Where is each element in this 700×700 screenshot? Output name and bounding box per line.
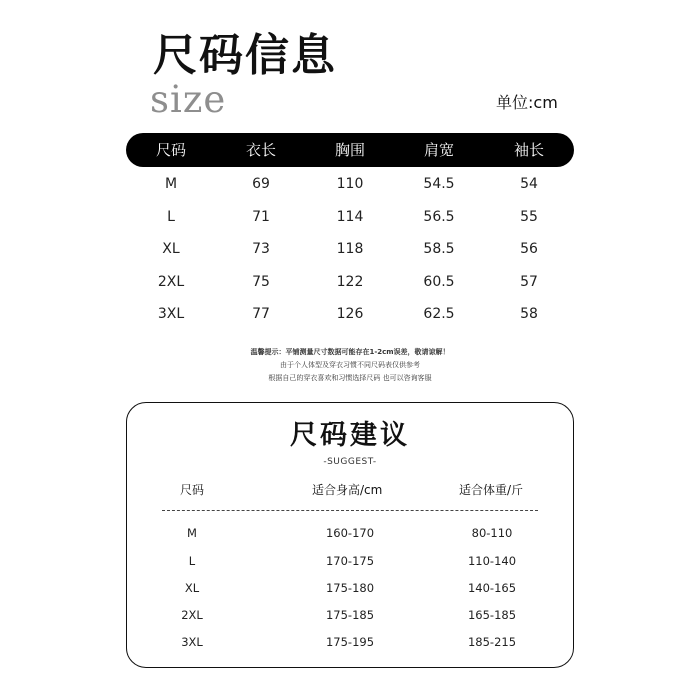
advice-note: 根据自己的穿衣喜欢和习惯选择尺码 也可以咨询客服 bbox=[268, 374, 432, 382]
size-cell: 2XL bbox=[157, 274, 185, 290]
suggestion-title: 尺码建议 bbox=[290, 420, 410, 451]
page-title: 尺码信息 bbox=[153, 30, 337, 81]
suggest-height-header: 适合身高/cm bbox=[312, 483, 383, 497]
chest-cell: 122 bbox=[336, 274, 364, 290]
sleeve-cell: 54 bbox=[520, 176, 538, 192]
size-cell: M bbox=[164, 176, 178, 192]
sleeve-cell: 58 bbox=[520, 306, 538, 322]
chest-cell: 110 bbox=[336, 176, 364, 192]
size-header-cell: 尺码 bbox=[155, 141, 186, 159]
suggest-size-cell: 3XL bbox=[181, 635, 203, 649]
suggest-weight-cell: 80-110 bbox=[471, 526, 513, 540]
suggestion-row bbox=[126, 580, 572, 596]
suggest-size-cell: L bbox=[188, 554, 196, 568]
suggest-height-cell: 175-195 bbox=[325, 635, 375, 649]
shoulder-cell: 56.5 bbox=[423, 209, 455, 225]
suggest-size-cell: 2XL bbox=[181, 608, 203, 622]
size-cell: 3XL bbox=[157, 306, 185, 322]
suggest-size-cell: XL bbox=[184, 581, 200, 595]
size-cell: L bbox=[167, 209, 175, 225]
measurement-note: 温馨提示：平铺测量尺寸数据可能存在1-2cm误差，敬请谅解！ bbox=[250, 348, 450, 356]
size-table-row bbox=[126, 239, 574, 259]
suggestion-subtitle: -SUGGEST- bbox=[323, 457, 377, 467]
chest-cell: 126 bbox=[336, 306, 364, 322]
size-table-row bbox=[126, 272, 574, 292]
suggest-weight-header: 适合体重/斤 bbox=[459, 483, 524, 497]
sleeve-cell: 57 bbox=[520, 274, 538, 290]
suggest-weight-cell: 140-165 bbox=[467, 581, 517, 595]
shoulder-cell: 60.5 bbox=[423, 274, 455, 290]
shoulder-cell: 58.5 bbox=[423, 241, 455, 257]
suggest-weight-cell: 165-185 bbox=[467, 608, 517, 622]
shoulder-header-cell: 肩宽 bbox=[423, 141, 454, 159]
size-cell: XL bbox=[162, 241, 180, 257]
suggest-size-cell: M bbox=[187, 526, 197, 540]
size-table-row bbox=[126, 304, 574, 324]
suggest-height-cell: 175-180 bbox=[325, 581, 375, 595]
suggest-weight-cell: 185-215 bbox=[467, 635, 517, 649]
dashed-divider bbox=[162, 510, 538, 511]
suggest-height-cell: 175-185 bbox=[325, 608, 375, 622]
shoulder-cell: 62.5 bbox=[423, 306, 455, 322]
size-table-header bbox=[126, 133, 574, 167]
length-cell: 77 bbox=[252, 306, 270, 322]
length-cell: 69 bbox=[252, 176, 270, 192]
suggestion-row bbox=[126, 525, 572, 541]
length-cell: 71 bbox=[252, 209, 270, 225]
suggest-size-header: 尺码 bbox=[180, 483, 205, 497]
reference-note: 由于个人体型及穿衣习惯不同尺码表仅供参考 bbox=[280, 361, 420, 369]
unit-label: 单位:cm bbox=[496, 93, 558, 112]
suggestion-row bbox=[126, 634, 572, 650]
sleeve-cell: 56 bbox=[520, 241, 538, 257]
suggest-height-cell: 170-175 bbox=[325, 554, 375, 568]
suggestion-row bbox=[126, 553, 572, 569]
size-table-row bbox=[126, 207, 574, 227]
chest-cell: 118 bbox=[336, 241, 364, 257]
suggest-weight-cell: 110-140 bbox=[467, 554, 517, 568]
sleeve-header-cell: 袖长 bbox=[513, 141, 544, 159]
length-cell: 75 bbox=[252, 274, 270, 290]
shoulder-cell: 54.5 bbox=[423, 176, 455, 192]
suggestion-row bbox=[126, 607, 572, 623]
size-table-row bbox=[126, 174, 574, 194]
chest-cell: 114 bbox=[336, 209, 364, 225]
chest-header-cell: 胸围 bbox=[334, 141, 365, 159]
length-cell: 73 bbox=[252, 241, 270, 257]
length-header-cell: 衣长 bbox=[245, 141, 276, 159]
suggest-height-cell: 160-170 bbox=[325, 526, 375, 540]
sleeve-cell: 55 bbox=[520, 209, 538, 225]
size-subtitle: size bbox=[150, 78, 227, 121]
